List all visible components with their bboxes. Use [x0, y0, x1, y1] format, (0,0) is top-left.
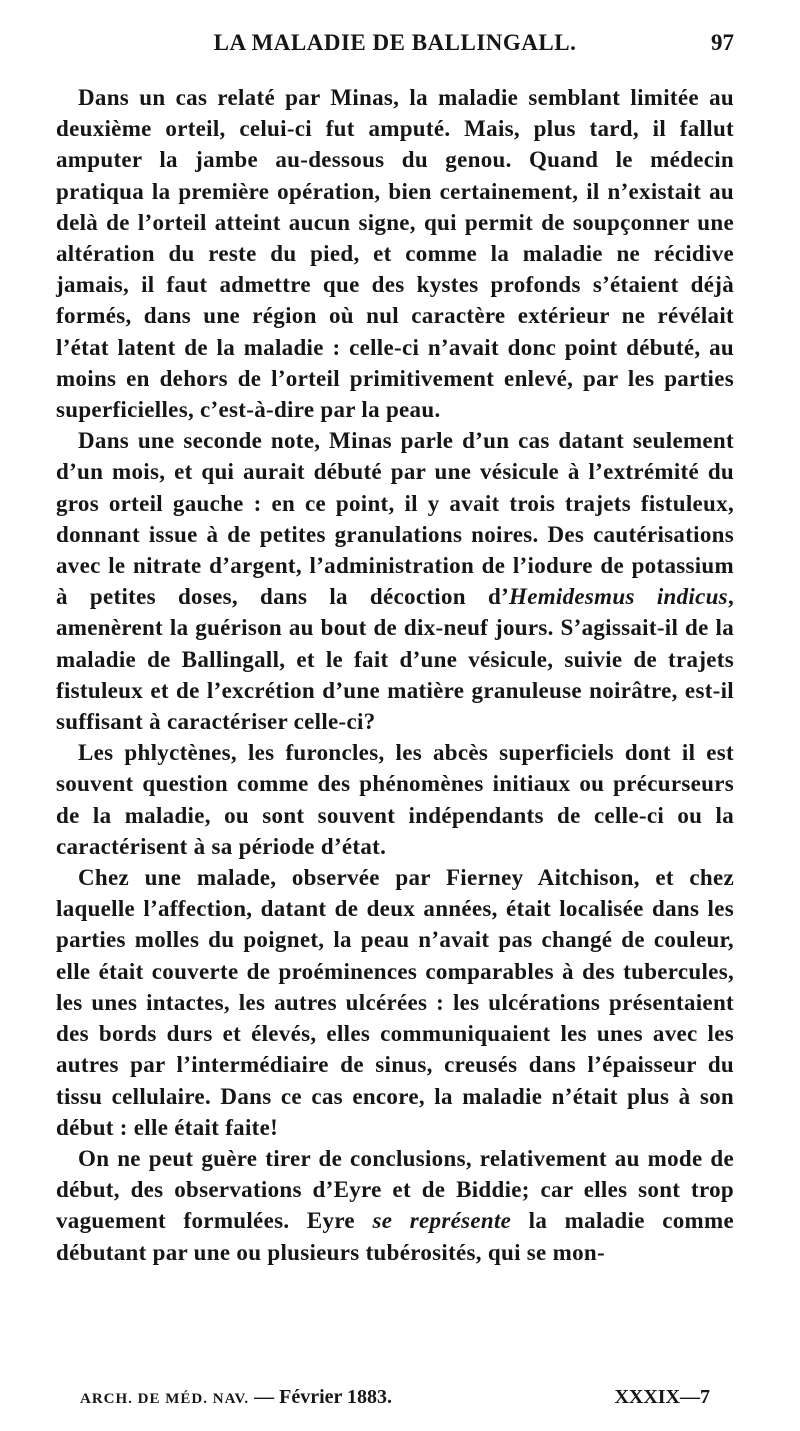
paragraph — [56, 737, 734, 862]
page-footer — [80, 1386, 710, 1416]
paragraph-text: la maladie comme débutant par une ou plusieurs tubérosités, qui se mon- — [56, 1208, 734, 1265]
emphasis-italic: se représente — [372, 1208, 512, 1234]
footer-journal: ARCH. DE MÉD. NAV. — [80, 1391, 250, 1407]
footer-signature: XXXIX—7 — [614, 1386, 710, 1408]
paragraph-text: Les phlyctènes, les furoncles, les abcès superficiels dont il est souvent question comme des phénomènes initiaux ou précurseurs de la maladie, ou sont souvent indépendants de celle-ci ou la caractérisent à sa période d’état. — [56, 740, 734, 859]
paragraph-text: Dans une seconde note, Minas parle d’un cas datant seulement d’un mois, et qui aurait débuté par une vésicule à l’extrémité du gros orteil gauche : en ce point, il y avait trois trajets fistuleux, donnant issue à de petites granulations noires. Des cautérisations avec le nitrate d’argent, l’administration de l’iodure de potassium à petites doses, dans la décoction d’ — [56, 428, 734, 610]
running-head-title: LA MALADIE DE BALLINGALL. — [213, 30, 577, 55]
species-name-italic: Hemidesmus indicus — [509, 584, 728, 610]
running-head — [56, 30, 734, 66]
body-text — [56, 82, 734, 1268]
paragraph-text: On ne peut guère tirer de conclusions, relativement au mode de début, des observations d’Eyre et de Biddie; car elles sont trop vaguement formulées. Eyre — [56, 1145, 734, 1234]
paragraph-text: Dans un cas relaté par Minas, la maladie semblant limitée au deuxième orteil, celui-ci fut amputé. Mais, plus tard, il fallut amputer la jambe au-dessous du genou. Quand le médecin pratiqua la première opération, bien certainement, il n’existait au delà de l’orteil atteint aucun signe, qui permit de soupçonner une altération du reste du pied, et comme la maladie ne récidive jamais, il faut admettre que des kystes profonds s’étaient déjà formés, dans une région où nul caractère extérieur ne révélait l’état latent de la maladie : celle-ci n’avait donc point débuté, au moins en dehors de l’orteil primitivement enlevé, par les parties superficielles, c’est-à-dire par la peau. — [56, 85, 734, 423]
paragraph-text: Chez une malade, observée par Fierney Aitchison, et chez laquelle l’affection, datant de deux années, était localisée dans les parties molles du poignet, la peau n’avait pas changé de couleur, elle était couverte de proéminences comparables à des tubercules, les unes intactes, les autres ulcérées : les ulcérations présentaient des bords durs et élevés, elles communiquaient les unes avec les autres par l’intermédiaire de sinus, creusés dans l’épaisseur du tissu cellulaire. Dans ce cas encore, la maladie n’était plus à son début : elle était faite! — [56, 865, 734, 1140]
paragraph — [56, 82, 734, 425]
paragraph — [56, 425, 734, 737]
footer-date: Février 1883. — [279, 1386, 393, 1408]
footer-citation — [80, 1386, 392, 1409]
paragraph-text: , amenèrent la guérison au bout de dix-neuf jours. S’agissait-il de la maladie de Ballingall, et le fait d’une vésicule, suivie de trajets fistuleux et de l’excrétion d’une matière granuleuse noirâtre, est-il suffisant à caractériser celle-ci? — [56, 584, 734, 735]
page-number: 97 — [711, 30, 734, 55]
paragraph — [56, 1143, 734, 1268]
paragraph — [56, 862, 734, 1143]
footer-separator: — — [249, 1386, 280, 1408]
